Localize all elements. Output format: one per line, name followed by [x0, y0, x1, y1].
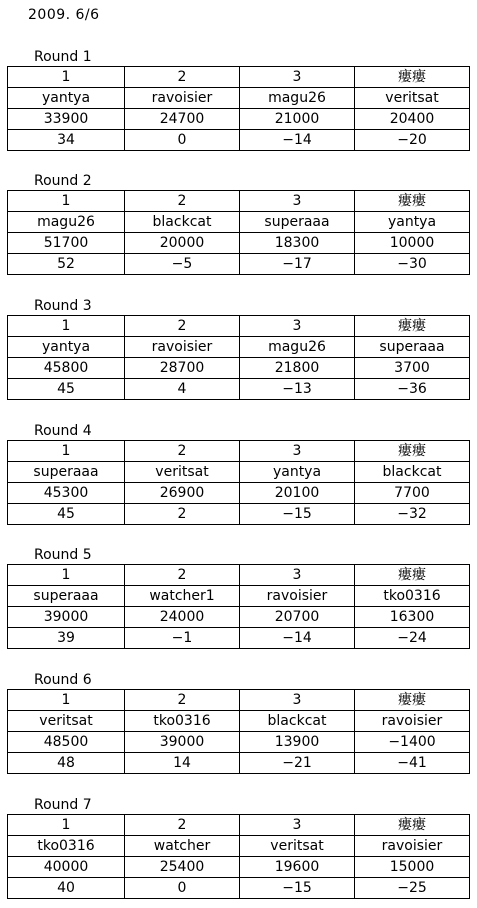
table-cell: 20700 — [240, 607, 355, 628]
table-cell: veritsat — [125, 462, 240, 483]
table-cell: blackcat — [125, 212, 240, 233]
table-cell: superaaa — [8, 586, 125, 607]
score-row — [8, 607, 470, 628]
table-cell: 20100 — [240, 483, 355, 504]
table-cell: −30 — [355, 254, 470, 275]
table-cell: 2 — [125, 565, 240, 586]
table-cell: −14 — [240, 130, 355, 151]
round-block — [7, 797, 469, 899]
round-result-table — [7, 564, 470, 649]
player-name-row — [8, 337, 470, 358]
round-result-table — [7, 814, 470, 899]
round-block — [7, 173, 469, 275]
table-cell: 14 — [125, 753, 240, 774]
table-cell: tko0316 — [8, 836, 125, 857]
round-title: Round 5 — [34, 547, 92, 563]
point-row — [8, 130, 470, 151]
table-cell: watcher1 — [125, 586, 240, 607]
table-cell: −1400 — [355, 732, 470, 753]
table-cell: ravoisier — [125, 337, 240, 358]
table-cell: 20000 — [125, 233, 240, 254]
player-name-row — [8, 586, 470, 607]
table-cell: magu26 — [240, 337, 355, 358]
table-cell: 3 — [240, 67, 355, 88]
table-cell: 3 — [240, 316, 355, 337]
point-row — [8, 628, 470, 649]
table-cell: 2 — [125, 815, 240, 836]
table-cell: 26900 — [125, 483, 240, 504]
table-cell: 1 — [8, 191, 125, 212]
table-cell: 0 — [125, 878, 240, 899]
table-cell: 瘻瘻 — [355, 815, 470, 836]
round-result-table — [7, 689, 470, 774]
round-result-table — [7, 66, 470, 151]
table-cell: veritsat — [8, 711, 125, 732]
table-cell: 25400 — [125, 857, 240, 878]
rank-header-row — [8, 67, 470, 88]
player-name-row — [8, 711, 470, 732]
table-cell: 13900 — [240, 732, 355, 753]
table-cell: −1 — [125, 628, 240, 649]
round-title: Round 2 — [34, 173, 92, 189]
table-cell: 0 — [125, 130, 240, 151]
table-cell: −36 — [355, 379, 470, 400]
table-cell: blackcat — [355, 462, 470, 483]
score-row — [8, 358, 470, 379]
table-cell: 39 — [8, 628, 125, 649]
table-cell: 52 — [8, 254, 125, 275]
round-title: Round 1 — [34, 49, 92, 65]
table-cell: −14 — [240, 628, 355, 649]
table-cell: 1 — [8, 316, 125, 337]
player-name-row — [8, 88, 470, 109]
rank-header-row — [8, 441, 470, 462]
point-row — [8, 753, 470, 774]
table-cell: 16300 — [355, 607, 470, 628]
table-cell: 7700 — [355, 483, 470, 504]
table-cell: 2 — [125, 504, 240, 525]
point-row — [8, 878, 470, 899]
table-cell: ravoisier — [125, 88, 240, 109]
table-cell: 1 — [8, 690, 125, 711]
point-row — [8, 254, 470, 275]
table-cell: yantya — [240, 462, 355, 483]
table-cell: 39000 — [125, 732, 240, 753]
score-row — [8, 857, 470, 878]
table-cell: 瘻瘻 — [355, 565, 470, 586]
table-cell: blackcat — [240, 711, 355, 732]
rank-header-row — [8, 565, 470, 586]
table-cell: 20400 — [355, 109, 470, 130]
round-title: Round 3 — [34, 298, 92, 314]
table-cell: 瘻瘻 — [355, 191, 470, 212]
table-cell: 1 — [8, 815, 125, 836]
table-cell: −41 — [355, 753, 470, 774]
table-cell: 瘻瘻 — [355, 316, 470, 337]
table-cell: yantya — [8, 337, 125, 358]
table-cell: 2 — [125, 441, 240, 462]
table-cell: 3 — [240, 441, 355, 462]
round-title: Round 4 — [34, 423, 92, 439]
score-row — [8, 233, 470, 254]
table-cell: −20 — [355, 130, 470, 151]
round-title: Round 6 — [34, 672, 92, 688]
table-cell: 34 — [8, 130, 125, 151]
table-cell: −13 — [240, 379, 355, 400]
table-cell: 3 — [240, 815, 355, 836]
table-cell: 2 — [125, 67, 240, 88]
table-cell: 1 — [8, 441, 125, 462]
table-cell: 2 — [125, 690, 240, 711]
point-row — [8, 379, 470, 400]
table-cell: 39000 — [8, 607, 125, 628]
table-cell: 19600 — [240, 857, 355, 878]
table-cell: 2 — [125, 191, 240, 212]
date-label: 2009. 6/6 — [28, 7, 100, 23]
table-cell: 15000 — [355, 857, 470, 878]
table-cell: −24 — [355, 628, 470, 649]
table-cell: 18300 — [240, 233, 355, 254]
round-title: Round 7 — [34, 797, 92, 813]
round-result-table — [7, 440, 470, 525]
round-block — [7, 547, 469, 649]
table-cell: 45800 — [8, 358, 125, 379]
table-cell: −21 — [240, 753, 355, 774]
table-cell: 48500 — [8, 732, 125, 753]
table-cell: yantya — [8, 88, 125, 109]
table-cell: ravoisier — [240, 586, 355, 607]
rank-header-row — [8, 815, 470, 836]
table-cell: tko0316 — [125, 711, 240, 732]
score-row — [8, 483, 470, 504]
table-cell: veritsat — [355, 88, 470, 109]
round-result-table — [7, 190, 470, 275]
table-cell: 4 — [125, 379, 240, 400]
table-cell: 45 — [8, 504, 125, 525]
table-cell: −32 — [355, 504, 470, 525]
table-cell: −25 — [355, 878, 470, 899]
rank-header-row — [8, 690, 470, 711]
table-cell: −5 — [125, 254, 240, 275]
round-block — [7, 298, 469, 400]
table-cell: 10000 — [355, 233, 470, 254]
point-row — [8, 504, 470, 525]
table-cell: 瘻瘻 — [355, 690, 470, 711]
table-cell: 21000 — [240, 109, 355, 130]
table-cell: 3 — [240, 565, 355, 586]
table-cell: 1 — [8, 67, 125, 88]
round-block — [7, 423, 469, 525]
table-cell: 28700 — [125, 358, 240, 379]
round-block — [7, 49, 469, 151]
rank-header-row — [8, 191, 470, 212]
score-row — [8, 109, 470, 130]
table-cell: watcher — [125, 836, 240, 857]
table-cell: veritsat — [240, 836, 355, 857]
table-cell: −17 — [240, 254, 355, 275]
table-cell: 40 — [8, 878, 125, 899]
table-cell: magu26 — [240, 88, 355, 109]
table-cell: 40000 — [8, 857, 125, 878]
table-cell: ravoisier — [355, 711, 470, 732]
round-block — [7, 672, 469, 774]
table-cell: magu26 — [8, 212, 125, 233]
table-cell: superaaa — [8, 462, 125, 483]
table-cell: 45300 — [8, 483, 125, 504]
table-cell: 45 — [8, 379, 125, 400]
table-cell: superaaa — [240, 212, 355, 233]
table-cell: −15 — [240, 878, 355, 899]
rank-header-row — [8, 316, 470, 337]
table-cell: −15 — [240, 504, 355, 525]
table-cell: ravoisier — [355, 836, 470, 857]
table-cell: 3700 — [355, 358, 470, 379]
table-cell: 3 — [240, 191, 355, 212]
table-cell: 33900 — [8, 109, 125, 130]
table-cell: 21800 — [240, 358, 355, 379]
table-cell: yantya — [355, 212, 470, 233]
table-cell: 48 — [8, 753, 125, 774]
table-cell: tko0316 — [355, 586, 470, 607]
table-cell: 51700 — [8, 233, 125, 254]
table-cell: 3 — [240, 690, 355, 711]
player-name-row — [8, 212, 470, 233]
table-cell: 1 — [8, 565, 125, 586]
table-cell: 瘻瘻 — [355, 67, 470, 88]
table-cell: 24700 — [125, 109, 240, 130]
table-cell: 24000 — [125, 607, 240, 628]
player-name-row — [8, 836, 470, 857]
table-cell: 2 — [125, 316, 240, 337]
score-row — [8, 732, 470, 753]
player-name-row — [8, 462, 470, 483]
table-cell: 瘻瘻 — [355, 441, 470, 462]
table-cell: superaaa — [355, 337, 470, 358]
round-result-table — [7, 315, 470, 400]
